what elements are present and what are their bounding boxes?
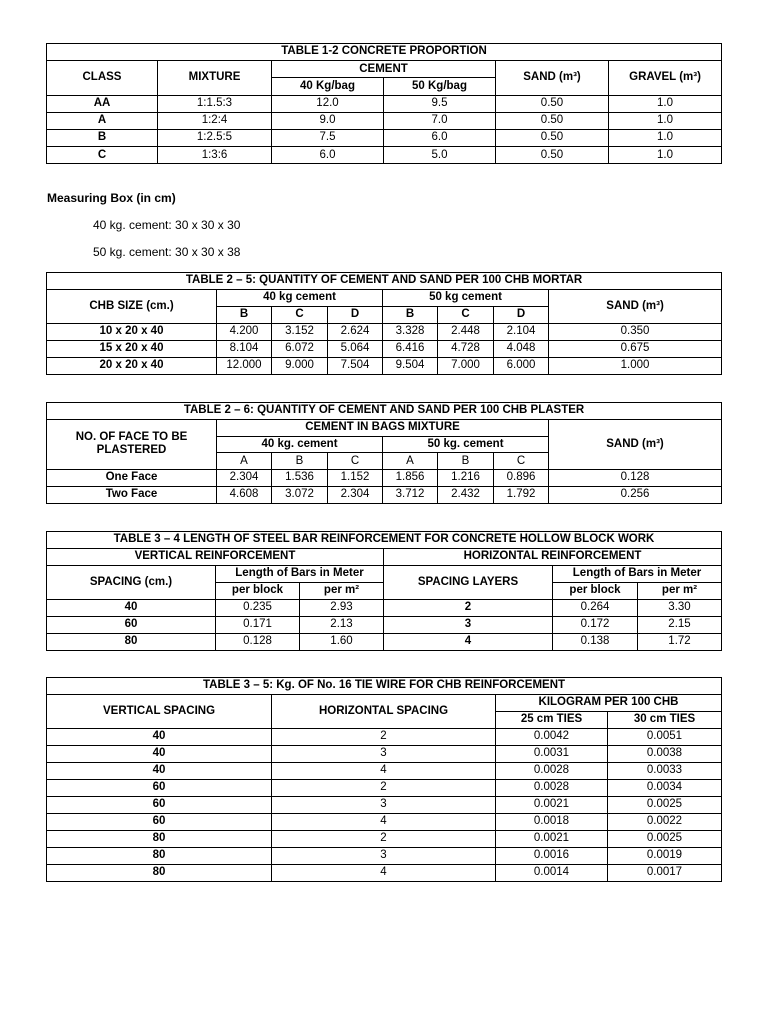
header-mix-d: D (328, 307, 383, 324)
header-sand: SAND (m³) (496, 61, 609, 95)
table-cell: 1.0 (609, 147, 722, 164)
table-cell: 0.0016 (496, 848, 608, 865)
table-row (47, 865, 722, 882)
table-cell: 0.172 (553, 617, 638, 634)
table-cell: 5.0 (384, 147, 496, 164)
table-cell: 10 x 20 x 40 (47, 324, 217, 341)
table-cell: 1.856 (383, 470, 438, 487)
table-body (47, 470, 722, 504)
table-cell: 6.0 (272, 147, 384, 164)
table-cell: 80 (47, 848, 272, 865)
table-cell: 1.60 (300, 634, 384, 651)
table-cell: 80 (47, 865, 272, 882)
header-mix-a: A (217, 453, 272, 470)
table-cell: 0.0021 (496, 797, 608, 814)
table-cell: 60 (47, 617, 216, 634)
concrete-proportion-table (46, 43, 722, 164)
table-cell: 9.5 (384, 95, 496, 112)
header-vertical-spacing: VERTICAL SPACING (47, 695, 272, 729)
table-body (47, 95, 722, 164)
header-25cm-ties: 25 cm TIES (496, 712, 608, 729)
table-cell: 40 (47, 746, 272, 763)
header-per-m2: per m² (300, 583, 384, 600)
table-row (47, 746, 722, 763)
table-cell: 1.792 (494, 486, 549, 503)
measuring-box-line: 40 kg. cement: 30 x 30 x 30 (93, 218, 241, 232)
table-cell: 2.304 (217, 470, 272, 487)
mortar-quantity-table (46, 272, 722, 375)
table-row (47, 848, 722, 865)
header-length-horizontal: Length of Bars in Meter (553, 566, 722, 583)
table-cell: 7.504 (328, 358, 383, 375)
table-cell: 4 (272, 814, 496, 831)
header-spacing: SPACING (cm.) (47, 566, 216, 600)
table-cell: 4.728 (438, 341, 494, 358)
measuring-box-title: Measuring Box (in cm) (47, 191, 176, 205)
table-cell: 1:1.5:3 (158, 95, 272, 112)
table-title: TABLE 3 – 5: Kg. OF No. 16 TIE WIRE FOR CHB REINFORCEMENT (47, 678, 722, 695)
table-cell: 2.15 (638, 617, 722, 634)
table-cell: 7.000 (438, 358, 494, 375)
steel-bar-table (46, 531, 722, 651)
header-cement-mixture: CEMENT IN BAGS MIXTURE (217, 419, 549, 436)
header-per-block: per block (216, 583, 300, 600)
table-cell: 0.0021 (496, 831, 608, 848)
table-cell: 3 (272, 746, 496, 763)
table-cell: 4 (272, 865, 496, 882)
table-cell: 2.304 (328, 486, 383, 503)
table-cell: 2.93 (300, 600, 384, 617)
table-cell: 80 (47, 831, 272, 848)
table-cell: 3 (384, 617, 553, 634)
table-cell: 2.624 (328, 324, 383, 341)
table-cell: 3.328 (383, 324, 438, 341)
tie-wire-table (46, 677, 722, 882)
header-mix-b: B (438, 453, 494, 470)
table-row (47, 95, 722, 112)
table-row (47, 470, 722, 487)
table-cell: 0.50 (496, 129, 609, 146)
table-cell: 3.30 (638, 600, 722, 617)
header-kilogram: KILOGRAM PER 100 CHB (496, 695, 722, 712)
table-cell: 0.0018 (496, 814, 608, 831)
table-cell: AA (47, 95, 158, 112)
header-chb-size: CHB SIZE (cm.) (47, 290, 217, 324)
table-row (47, 797, 722, 814)
table-cell: 0.0025 (608, 831, 722, 848)
header-mix-b: B (217, 307, 272, 324)
table-cell: 6.072 (272, 341, 328, 358)
table-row (47, 814, 722, 831)
table-row (47, 600, 722, 617)
table-cell: 15 x 20 x 40 (47, 341, 217, 358)
table-cell: 1.72 (638, 634, 722, 651)
header-class: CLASS (47, 61, 158, 95)
table-row (47, 147, 722, 164)
table-cell: 4.048 (494, 341, 549, 358)
table-cell: 8.104 (217, 341, 272, 358)
table-cell: 2.432 (438, 486, 494, 503)
header-no-of-face: NO. OF FACE TO BE PLASTERED (47, 419, 217, 469)
header-40kg: 40 kg. cement (217, 436, 383, 453)
table-cell: One Face (47, 470, 217, 487)
table-row (47, 358, 722, 375)
table-row (47, 634, 722, 651)
table-cell: 6.416 (383, 341, 438, 358)
table-cell: 0.0019 (608, 848, 722, 865)
table-body (47, 600, 722, 651)
table-cell: 1.000 (549, 358, 722, 375)
header-sand: SAND (m³) (549, 290, 722, 324)
table-cell: 20 x 20 x 40 (47, 358, 217, 375)
table-cell: 0.0051 (608, 729, 722, 746)
table-cell: 60 (47, 780, 272, 797)
table-cell: 1.536 (272, 470, 328, 487)
header-per-block: per block (553, 583, 638, 600)
header-gravel: GRAVEL (m³) (609, 61, 722, 95)
table-cell: 1.152 (328, 470, 383, 487)
table-body (47, 324, 722, 375)
header-50kg: 50 Kg/bag (384, 78, 496, 95)
table-cell: 3 (272, 848, 496, 865)
table-cell: B (47, 129, 158, 146)
header-mix-c: C (328, 453, 383, 470)
table-title: TABLE 3 – 4 LENGTH OF STEEL BAR REINFORCEMENT FOR CONCRETE HOLLOW BLOCK WORK (47, 532, 722, 549)
header-30cm-ties: 30 cm TIES (608, 712, 722, 729)
table-row (47, 729, 722, 746)
table-row (47, 763, 722, 780)
table-cell: 0.0033 (608, 763, 722, 780)
table-cell: 0.675 (549, 341, 722, 358)
table-row (47, 617, 722, 634)
table-cell: 0.0028 (496, 780, 608, 797)
table-cell: 0.138 (553, 634, 638, 651)
table-cell: 40 (47, 600, 216, 617)
table-cell: 0.50 (496, 147, 609, 164)
table-cell: 5.064 (328, 341, 383, 358)
table-cell: 0.0028 (496, 763, 608, 780)
table-title: TABLE 1-2 CONCRETE PROPORTION (47, 44, 722, 61)
header-horizontal-reinforcement: HORIZONTAL REINFORCEMENT (384, 549, 722, 566)
header-50kg: 50 kg. cement (383, 436, 549, 453)
header-vertical-reinforcement: VERTICAL REINFORCEMENT (47, 549, 384, 566)
table-cell: 12.000 (217, 358, 272, 375)
table-cell: 60 (47, 797, 272, 814)
table-row (47, 324, 722, 341)
table-row (47, 112, 722, 129)
table-cell: 0.128 (549, 470, 722, 487)
table-cell: 3 (272, 797, 496, 814)
table-cell: 0.0025 (608, 797, 722, 814)
table-cell: 6.000 (494, 358, 549, 375)
table-cell: 0.128 (216, 634, 300, 651)
header-40kg: 40 Kg/bag (272, 78, 384, 95)
table-cell: 3.072 (272, 486, 328, 503)
table-cell: 80 (47, 634, 216, 651)
header-mixture: MIXTURE (158, 61, 272, 95)
table-cell: 2.104 (494, 324, 549, 341)
header-50kg: 50 kg cement (383, 290, 549, 307)
table-cell: 9.504 (383, 358, 438, 375)
table-cell: 2 (272, 780, 496, 797)
header-horizontal-spacing: HORIZONTAL SPACING (272, 695, 496, 729)
table-cell: 0.50 (496, 95, 609, 112)
table-title: TABLE 2 – 5: QUANTITY OF CEMENT AND SAND PER 100 CHB MORTAR (47, 273, 722, 290)
table-cell: 0.896 (494, 470, 549, 487)
table-cell: 0.256 (549, 486, 722, 503)
table-body (47, 729, 722, 882)
table-cell: 4.608 (217, 486, 272, 503)
table-cell: 1:2.5:5 (158, 129, 272, 146)
table-cell: 0.0014 (496, 865, 608, 882)
table-cell: 0.0022 (608, 814, 722, 831)
table-cell: 2.448 (438, 324, 494, 341)
table-cell: 40 (47, 763, 272, 780)
table-title: TABLE 2 – 6: QUANTITY OF CEMENT AND SAND PER 100 CHB PLASTER (47, 403, 722, 420)
header-mix-c: C (438, 307, 494, 324)
table-row (47, 486, 722, 503)
table-cell: 1:3:6 (158, 147, 272, 164)
header-sand: SAND (m³) (549, 419, 722, 469)
table-cell: 1.216 (438, 470, 494, 487)
table-cell: 1.0 (609, 112, 722, 129)
header-mix-d: D (494, 307, 549, 324)
plaster-quantity-table (46, 402, 722, 504)
header-mix-b: B (272, 453, 328, 470)
table-cell: 1.0 (609, 129, 722, 146)
table-cell: 1.0 (609, 95, 722, 112)
table-row (47, 780, 722, 797)
table-cell: 0.0034 (608, 780, 722, 797)
table-cell: 0.0031 (496, 746, 608, 763)
table-cell: A (47, 112, 158, 129)
table-cell: 0.350 (549, 324, 722, 341)
table-cell: 9.0 (272, 112, 384, 129)
table-cell: C (47, 147, 158, 164)
table-cell: 3.152 (272, 324, 328, 341)
table-cell: 3.712 (383, 486, 438, 503)
table-cell: 0.235 (216, 600, 300, 617)
header-mix-c: C (272, 307, 328, 324)
table-cell: 2 (272, 729, 496, 746)
header-40kg: 40 kg cement (217, 290, 383, 307)
header-length-vertical: Length of Bars in Meter (216, 566, 384, 583)
table-cell: 0.264 (553, 600, 638, 617)
table-cell: 1:2:4 (158, 112, 272, 129)
table-cell: 4.200 (217, 324, 272, 341)
table-cell: 2 (384, 600, 553, 617)
table-cell: 2.13 (300, 617, 384, 634)
table-cell: 0.50 (496, 112, 609, 129)
table-row (47, 831, 722, 848)
table-cell: 0.0017 (608, 865, 722, 882)
table-cell: 4 (272, 763, 496, 780)
header-mix-c: C (494, 453, 549, 470)
header-per-m2: per m² (638, 583, 722, 600)
table-cell: 4 (384, 634, 553, 651)
table-cell: 0.171 (216, 617, 300, 634)
table-cell: 6.0 (384, 129, 496, 146)
table-cell: 7.5 (272, 129, 384, 146)
table-row (47, 341, 722, 358)
table-cell: 0.0038 (608, 746, 722, 763)
table-cell: 60 (47, 814, 272, 831)
table-cell: 7.0 (384, 112, 496, 129)
header-mix-a: A (383, 453, 438, 470)
table-cell: 12.0 (272, 95, 384, 112)
table-cell: 0.0042 (496, 729, 608, 746)
table-cell: 40 (47, 729, 272, 746)
measuring-box-line: 50 kg. cement: 30 x 30 x 38 (93, 245, 241, 259)
table-cell: 2 (272, 831, 496, 848)
header-mix-b: B (383, 307, 438, 324)
header-cement: CEMENT (272, 61, 496, 78)
table-row (47, 129, 722, 146)
header-spacing-layers: SPACING LAYERS (384, 566, 553, 600)
table-cell: 9.000 (272, 358, 328, 375)
table-cell: Two Face (47, 486, 217, 503)
